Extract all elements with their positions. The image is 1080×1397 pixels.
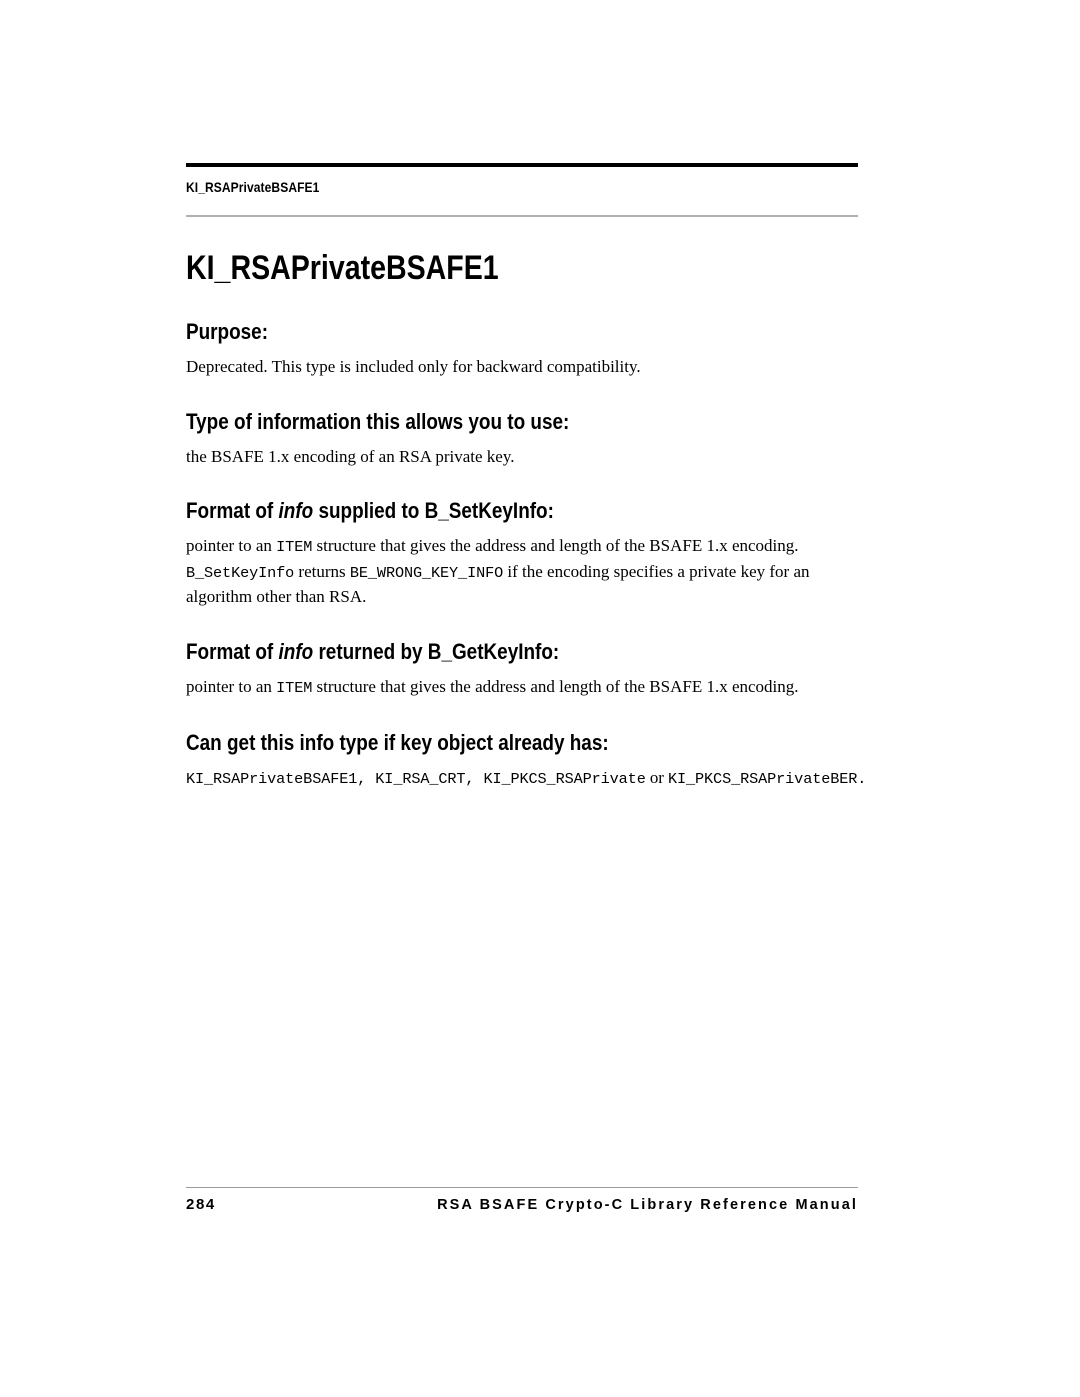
spacer [186, 756, 872, 766]
spacer [186, 435, 872, 445]
heading-italic-info: info [278, 638, 314, 664]
page-title: KI_RSAPrivateBSAFE1 [186, 249, 499, 287]
section-body-format-returned [186, 675, 872, 701]
section-heading-format-returned [186, 638, 776, 665]
code-item: ITEM [276, 538, 313, 556]
heading-suffix: supplied to B_SetKeyInfo: [313, 498, 554, 523]
heading-suffix: returned by B_GetKeyInfo: [313, 638, 560, 664]
key-info-type-list-2: KI_PKCS_RSAPrivateBER. [667, 770, 867, 788]
section-body-format-supplied [186, 534, 872, 609]
header-rule-thin [186, 215, 858, 217]
body-text: structure that gives the address and length of the BSAFE 1.x encoding. [312, 536, 799, 555]
section-heading-purpose: Purpose: [186, 319, 269, 344]
section-body-type-of-information: the BSAFE 1.x encoding of an RSA private key. [186, 446, 515, 466]
section-body-purpose: Deprecated. This type is included only for backward compatibility. [186, 357, 641, 376]
footer-page-number: 284 [186, 1196, 216, 1213]
spacer [186, 700, 872, 729]
body-text: pointer to an [186, 676, 277, 696]
section-heading-format-supplied [186, 497, 776, 524]
spacer [186, 665, 872, 675]
body-text: returns [294, 561, 350, 581]
body-text: pointer to an [186, 536, 277, 555]
content-column [186, 248, 872, 791]
spacer [186, 524, 872, 534]
list-separator: or [645, 768, 668, 787]
heading-prefix: Format of [186, 638, 279, 664]
spacer [186, 379, 872, 408]
body-text: structure that gives the address and length of the BSAFE 1.x encoding. [312, 676, 799, 696]
heading-prefix: Format of [186, 498, 279, 523]
footer-manual-title: RSA BSAFE Crypto-C Library Reference Manual [437, 1197, 858, 1213]
running-header: KI_RSAPrivateBSAFE1 [186, 179, 320, 195]
code-item: ITEM [276, 678, 313, 697]
section-heading-type-of-information: Type of information this allows you to use: [186, 408, 570, 434]
section-body-key-info-types [186, 766, 872, 791]
heading-italic-info: info [278, 498, 314, 523]
header-rule-thick [186, 163, 858, 167]
spacer [186, 468, 872, 497]
section-heading-can-get-info-type: Can get this info type if key object already has: [186, 730, 609, 755]
body-text: if the encoding specifies a private key for an algorithm other than RSA. [186, 561, 810, 606]
spacer [186, 345, 872, 355]
spacer [186, 609, 872, 638]
footer-rule [186, 1187, 858, 1188]
spacer-after-title [186, 288, 872, 318]
code-b-setkeyinfo: B_SetKeyInfo [186, 563, 295, 582]
code-be-wrong-key-info: BE_WRONG_KEY_INFO [349, 563, 504, 582]
key-info-type-list-1: KI_RSAPrivateBSAFE1, KI_RSA_CRT, KI_PKCS_RSAPrivate [186, 770, 646, 788]
